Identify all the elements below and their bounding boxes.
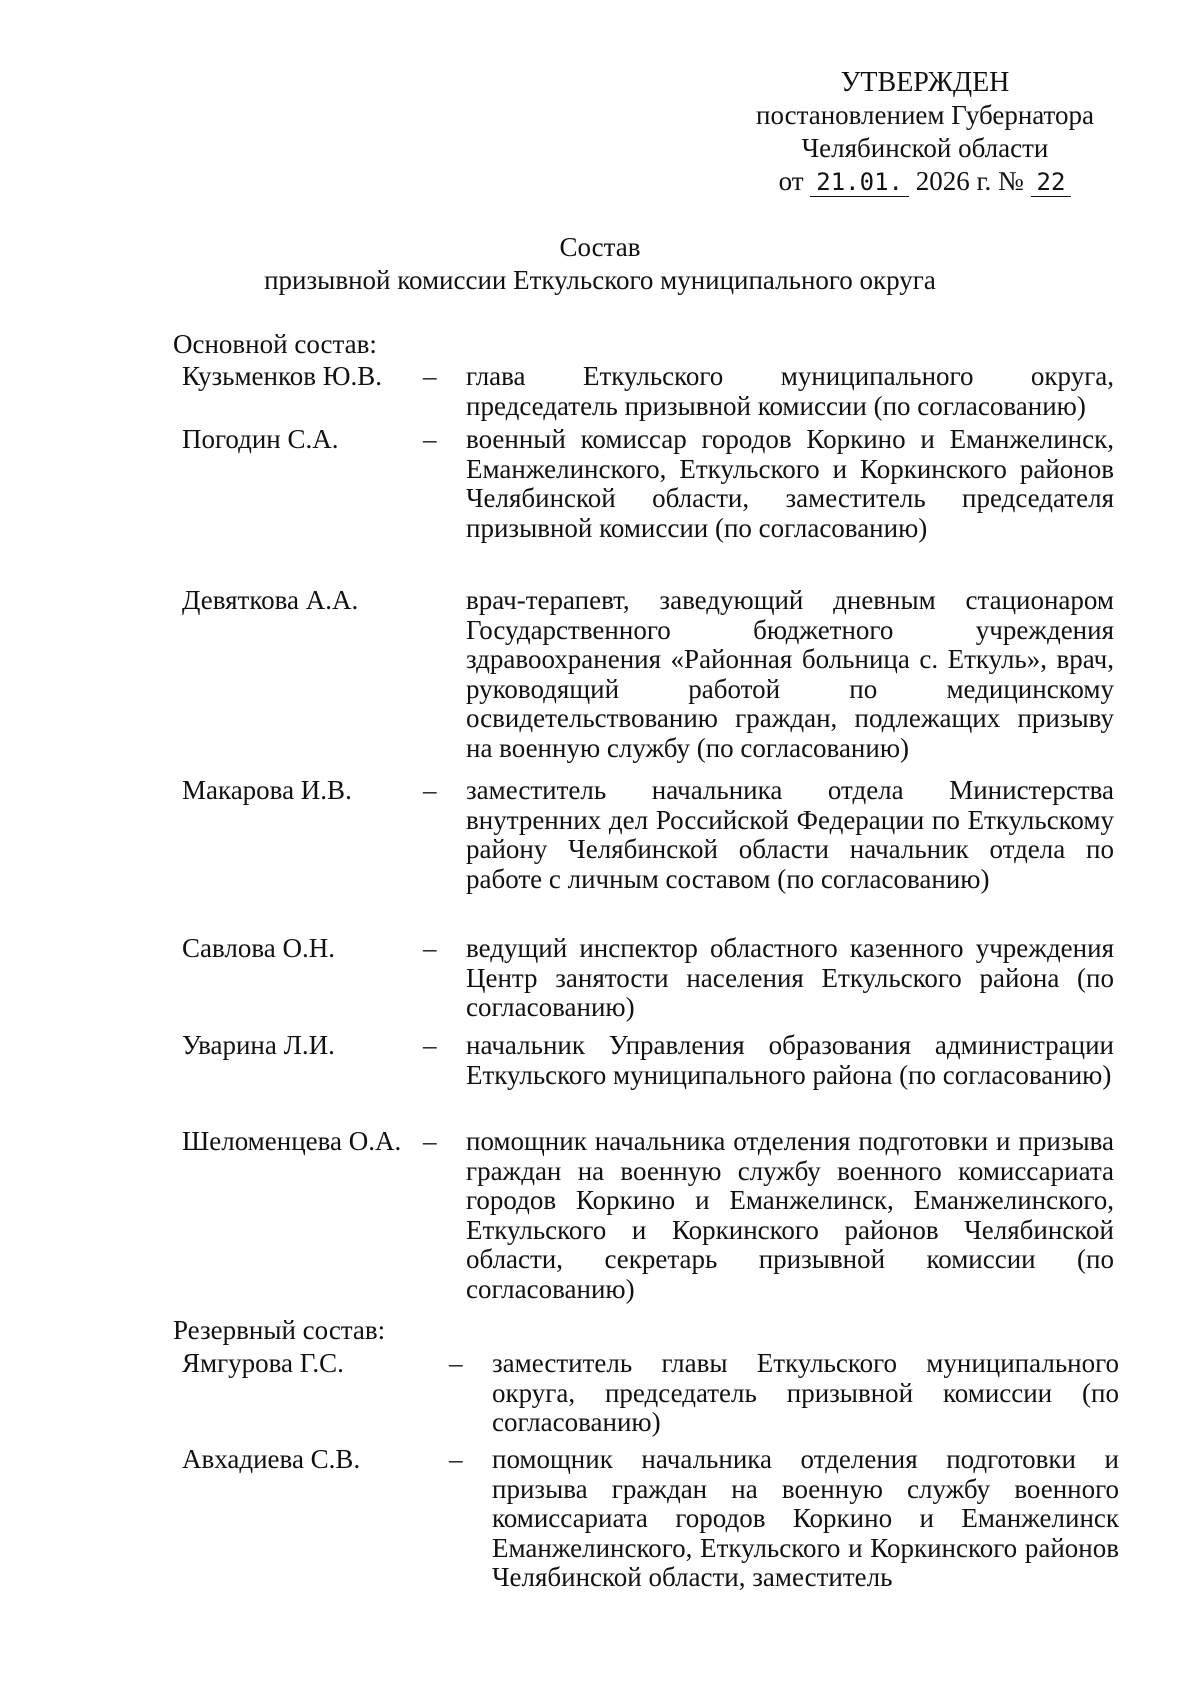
member-dash: – [423, 361, 437, 391]
member-name: Ямгурова Г.С. [182, 1348, 344, 1378]
member-name: Девяткова А.А. [182, 585, 359, 615]
member-name: Уварина Л.И. [182, 1030, 335, 1060]
member-description: помощник начальника отделения подготовки и призыва граждан на военную службу военного комиссариата городов Коркино и Еманжелинск, Еманжелинского, Еткульского и Коркинского районов Челябинской области, секретарь призывной комиссии (по согласованию) [466, 1126, 1114, 1304]
member-dash: – [423, 1126, 437, 1156]
heading-title: Состав [559, 232, 641, 262]
member-dash: – [449, 1444, 463, 1474]
member-dash: – [423, 933, 437, 963]
heading-subtitle: призывной комиссии Еткульского муниципального округа [264, 265, 936, 295]
document-heading [0, 231, 1200, 297]
member-dash: – [423, 424, 437, 454]
approval-date-line [740, 165, 1110, 198]
member-name: Погодин С.А. [182, 424, 339, 454]
member-description: начальник Управления образования администрации Еткульского муниципального района (по согласованию) [466, 1030, 1114, 1090]
approval-line-2: Челябинской области [801, 133, 1049, 163]
member-description: ведущий инспектор областного казенного учреждения Центр занятости населения Еткульского района (по согласованию) [466, 933, 1114, 1022]
member-description: заместитель начальника отдела Министерства внутренних дел Российской Федерации по Еткульскому району Челябинской области начальник отдела по работе с личным составом (по согласованию) [466, 775, 1114, 894]
member-name: Авхадиева С.В. [182, 1444, 361, 1474]
member-dash: – [423, 775, 437, 805]
approval-line-1: постановлением Губернатора [756, 100, 1094, 130]
approval-block [740, 66, 1110, 198]
member-name: Савлова О.Н. [182, 933, 335, 963]
member-description: заместитель главы Еткульского муниципального округа, председатель призывной комиссии (по согласованию) [492, 1348, 1119, 1437]
date-value: 21.01. [810, 168, 909, 197]
member-name: Макарова И.В. [182, 775, 352, 805]
member-name: Шеломенцева О.А. [182, 1126, 402, 1156]
member-description: глава Еткульского муниципального округа, председатель призывной комиссии (по согласованию) [466, 361, 1114, 421]
decree-number: 22 [1031, 168, 1072, 197]
reserve-section-label: Резервный состав: [173, 1315, 386, 1345]
member-name: Кузьменков Ю.В. [182, 361, 382, 391]
main-section-label: Основной состав: [173, 329, 377, 359]
member-description: помощник начальника отделения подготовки и призыва граждан на военную службу военного комиссариата городов Коркино и Еманжелинск Еманжелинского, Еткульского и Коркинского районов Челябинской области, заместитель [492, 1444, 1119, 1592]
member-dash: – [423, 1030, 437, 1060]
member-description: врач-терапевт, заведующий дневным стационаром Государственного бюджетного учреждения здравоохранения «Районная больница с. Еткуль», врач, руководящий работой по медицинскому освидетельствованию граждан, подлежащих призыву на военную службу (по согласованию) [466, 585, 1114, 763]
date-prefix: от [778, 166, 804, 196]
date-year: 2026 г. № [915, 166, 1024, 196]
approval-title: УТВЕРЖДЕН [840, 67, 1010, 98]
member-dash: – [449, 1348, 463, 1378]
member-description: военный комиссар городов Коркино и Еманжелинск, Еманжелинского, Еткульского и Коркинского районов Челябинской области, заместитель председателя призывной комиссии (по согласованию) [466, 424, 1114, 543]
